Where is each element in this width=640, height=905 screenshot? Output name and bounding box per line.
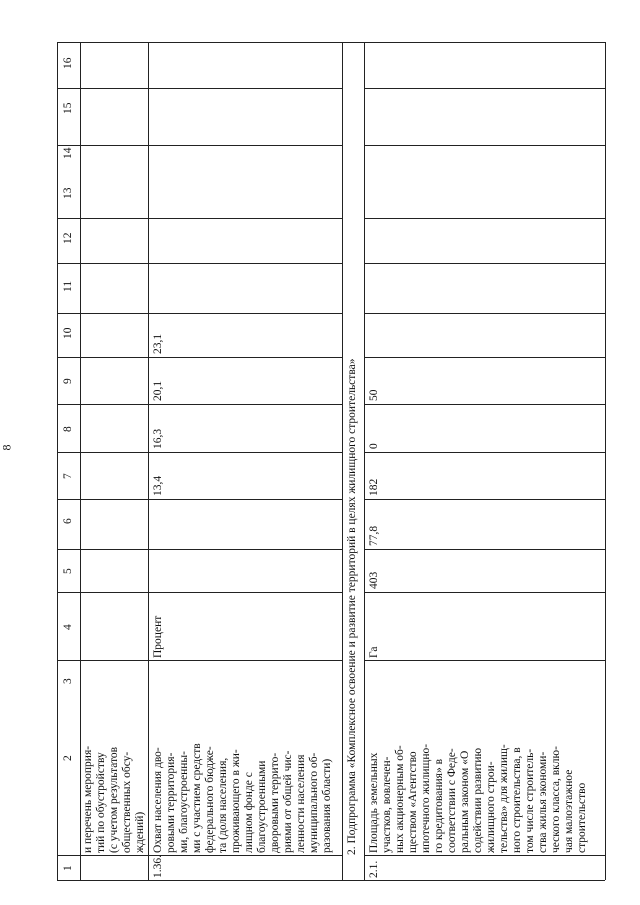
row-1-36-name: Охват населения дво- ровыми территория- ми, благоустроенны- ми с участием средств федерального бюдже- та (доля населения, проживающего в жи- лищном фонде с благоустроенными дворовыми террито- риями от общей чис- ленности населения муниципального об- разования области): [152, 743, 333, 853]
column-header-3: 3: [62, 678, 74, 684]
row-1-36-value-7: 16,3: [152, 428, 164, 449]
column-header-16: 16: [62, 57, 74, 69]
row-1-36-value-9: 23,1: [152, 333, 164, 354]
column-header-12: 12: [62, 232, 74, 244]
row-2-1-name: Площадь земельных участков, вовлечен- ных акционерным об- ществом «Агентство ипотечного жилищно- го кредитования» в соответствии с Феде- ральным законом «О содействии развитию жилищного строи- тельства» для жилищ- ного строительства, в том числе строитель- ства жилья экономи- ческого класса, вклю- чая малоэтажное строительство: [368, 743, 588, 853]
column-header-13: 13: [62, 187, 74, 199]
column-header-8: 8: [62, 426, 74, 432]
row-2-1-unit: Га: [368, 646, 380, 658]
subprogram-title: 2. Подпрограмма «Комплексное освоение и развитие территорий в целях жилищного строительства»: [346, 358, 358, 855]
column-header-11: 11: [62, 280, 74, 292]
row-continued-name: и перечень мероприя- тий по обустройству (с учетом результатов общественных обсу- ждений): [82, 745, 146, 853]
row-1-36-value-8: 20,1: [152, 380, 164, 401]
column-header-5: 5: [62, 568, 74, 574]
row-1-36-value-6: 13,4: [152, 475, 164, 496]
row-1-36-id: 1.36.: [152, 855, 164, 878]
column-header-15: 15: [62, 102, 74, 114]
column-header-1: 1: [62, 865, 74, 871]
column-header-7: 7: [62, 473, 74, 479]
row-1-36-unit: Процент: [152, 615, 164, 658]
row-2-1-value-5: 77,8: [368, 525, 380, 546]
column-header-10: 10: [62, 327, 74, 339]
column-header-14: 14: [62, 147, 74, 159]
page-number: 8: [0, 444, 14, 451]
column-header-6: 6: [62, 518, 74, 524]
row-2-1-value-8: 50: [368, 389, 380, 401]
row-2-1-id: 2.1.: [368, 860, 380, 878]
row-2-1-value-7: 0: [368, 443, 380, 449]
row-2-1-value-6: 182: [368, 478, 380, 496]
column-header-2: 2: [62, 755, 74, 761]
column-header-4: 4: [62, 624, 74, 630]
column-header-9: 9: [62, 378, 74, 384]
row-2-1-value-4: 403: [368, 571, 380, 589]
